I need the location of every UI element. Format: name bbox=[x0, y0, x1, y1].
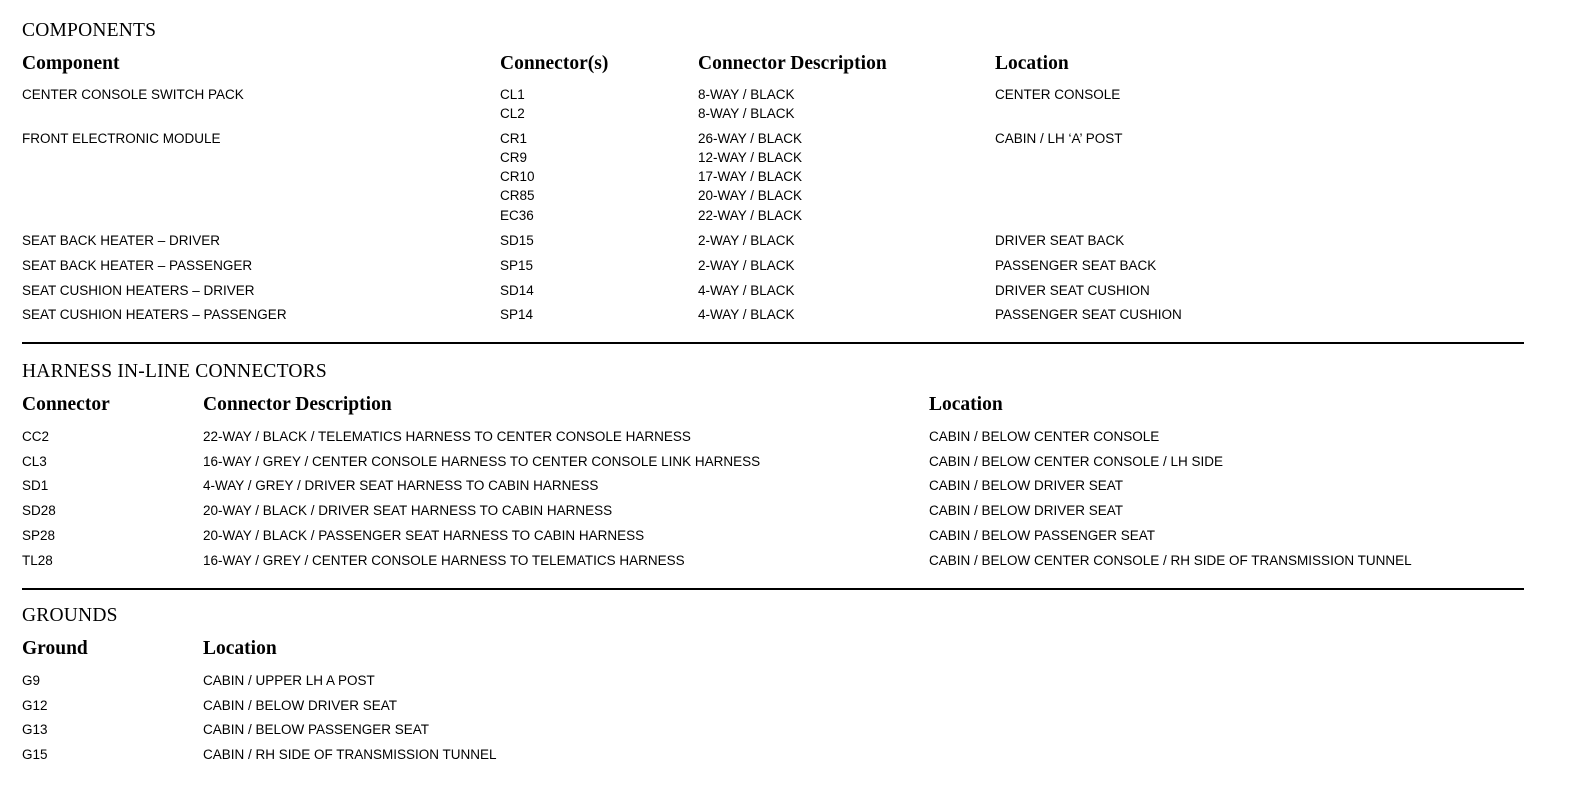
component-location: DRIVER SEAT BACK bbox=[995, 233, 1125, 248]
component-connector: SD14 bbox=[500, 283, 534, 298]
component-location: CABIN / LH ‘A’ POST bbox=[995, 131, 1123, 146]
component-connector-description: 12-WAY / BLACK bbox=[698, 150, 803, 165]
component-connector-description: 26-WAY / BLACK bbox=[698, 131, 803, 146]
harness-location: CABIN / BELOW CENTER CONSOLE bbox=[929, 429, 1160, 444]
component-connector-description: 2-WAY / BLACK bbox=[698, 258, 795, 273]
harness-header-description: Connector Description bbox=[203, 394, 392, 415]
component-connector-description: 4-WAY / BLACK bbox=[698, 283, 795, 298]
harness-connector: SD1 bbox=[22, 478, 49, 493]
component-location: DRIVER SEAT CUSHION bbox=[995, 283, 1150, 298]
ground-location: CABIN / RH SIDE OF TRANSMISSION TUNNEL bbox=[203, 747, 497, 762]
component-connector-description: 17-WAY / BLACK bbox=[698, 169, 803, 184]
component-name: CENTER CONSOLE SWITCH PACK bbox=[22, 87, 244, 102]
component-name: SEAT CUSHION HEATERS – PASSENGER bbox=[22, 307, 287, 322]
ground-id: G12 bbox=[22, 698, 48, 713]
component-connector-description: 22-WAY / BLACK bbox=[698, 208, 803, 223]
harness-description: 16-WAY / GREY / CENTER CONSOLE HARNESS TO TELEMATICS HARNESS bbox=[203, 553, 685, 568]
harness-connector: TL28 bbox=[22, 553, 53, 568]
ground-location: CABIN / BELOW PASSENGER SEAT bbox=[203, 722, 430, 737]
component-connector-description: 8-WAY / BLACK bbox=[698, 87, 795, 102]
component-connector: CR85 bbox=[500, 188, 535, 203]
component-name: SEAT CUSHION HEATERS – DRIVER bbox=[22, 283, 255, 298]
component-name: SEAT BACK HEATER – PASSENGER bbox=[22, 258, 253, 273]
components-header-connectors: Connector(s) bbox=[500, 53, 609, 74]
ground-location: CABIN / BELOW DRIVER SEAT bbox=[203, 698, 398, 713]
ground-id: G9 bbox=[22, 673, 41, 688]
harness-connector: CC2 bbox=[22, 429, 50, 444]
harness-connector: CL3 bbox=[22, 454, 47, 469]
harness-description: 4-WAY / GREY / DRIVER SEAT HARNESS TO CABIN HARNESS bbox=[203, 478, 599, 493]
component-connector: CR9 bbox=[500, 150, 528, 165]
component-name: FRONT ELECTRONIC MODULE bbox=[22, 131, 221, 146]
ground-id: G15 bbox=[22, 747, 48, 762]
harness-location: CABIN / BELOW CENTER CONSOLE / RH SIDE OF TRANSMISSION TUNNEL bbox=[929, 553, 1412, 568]
harness-description: 16-WAY / GREY / CENTER CONSOLE HARNESS TO CENTER CONSOLE LINK HARNESS bbox=[203, 454, 761, 469]
component-connector: SP14 bbox=[500, 307, 534, 322]
harness-location: CABIN / BELOW DRIVER SEAT bbox=[929, 503, 1124, 518]
harness-location: CABIN / BELOW PASSENGER SEAT bbox=[929, 528, 1156, 543]
component-connector: SD15 bbox=[500, 233, 534, 248]
harness-connector: SD28 bbox=[22, 503, 56, 518]
ground-location: CABIN / UPPER LH A POST bbox=[203, 673, 375, 688]
components-section-title: COMPONENTS bbox=[22, 20, 157, 41]
component-connector-description: 4-WAY / BLACK bbox=[698, 307, 795, 322]
components-header-component: Component bbox=[22, 53, 120, 74]
component-connector-description: 2-WAY / BLACK bbox=[698, 233, 795, 248]
grounds-header-location: Location bbox=[203, 638, 277, 659]
components-header-location: Location bbox=[995, 53, 1069, 74]
grounds-header-ground: Ground bbox=[22, 638, 88, 659]
harness-section-title: HARNESS IN-LINE CONNECTORS bbox=[22, 361, 327, 382]
harness-location: CABIN / BELOW DRIVER SEAT bbox=[929, 478, 1124, 493]
component-name: SEAT BACK HEATER – DRIVER bbox=[22, 233, 221, 248]
component-connector: EC36 bbox=[500, 208, 534, 223]
component-connector: CR10 bbox=[500, 169, 535, 184]
component-connector-description: 20-WAY / BLACK bbox=[698, 188, 803, 203]
component-location: PASSENGER SEAT CUSHION bbox=[995, 307, 1182, 322]
harness-header-location: Location bbox=[929, 394, 1003, 415]
ground-id: G13 bbox=[22, 722, 48, 737]
harness-location: CABIN / BELOW CENTER CONSOLE / LH SIDE bbox=[929, 454, 1224, 469]
component-location: PASSENGER SEAT BACK bbox=[995, 258, 1157, 273]
section-divider bbox=[22, 342, 1524, 344]
grounds-section-title: GROUNDS bbox=[22, 605, 118, 626]
harness-header-connector: Connector bbox=[22, 394, 110, 415]
component-location: CENTER CONSOLE bbox=[995, 87, 1121, 102]
component-connector-description: 8-WAY / BLACK bbox=[698, 106, 795, 121]
component-connector: CL1 bbox=[500, 87, 525, 102]
harness-description: 22-WAY / BLACK / TELEMATICS HARNESS TO CENTER CONSOLE HARNESS bbox=[203, 429, 691, 444]
component-connector: CL2 bbox=[500, 106, 525, 121]
component-connector: CR1 bbox=[500, 131, 528, 146]
harness-connector: SP28 bbox=[22, 528, 56, 543]
section-divider bbox=[22, 588, 1524, 590]
components-header-description: Connector Description bbox=[698, 53, 887, 74]
harness-description: 20-WAY / BLACK / DRIVER SEAT HARNESS TO CABIN HARNESS bbox=[203, 503, 613, 518]
component-connector: SP15 bbox=[500, 258, 534, 273]
harness-description: 20-WAY / BLACK / PASSENGER SEAT HARNESS TO CABIN HARNESS bbox=[203, 528, 645, 543]
